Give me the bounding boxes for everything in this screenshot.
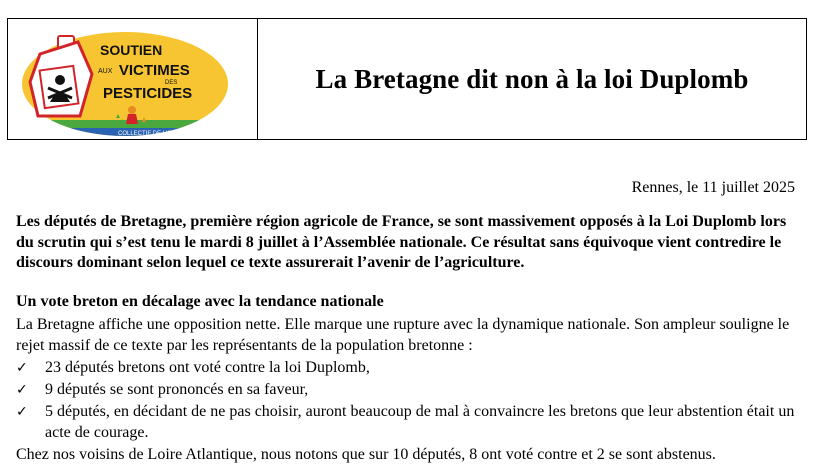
bullet-text: 9 députés se sont prononcés en sa faveur, xyxy=(45,381,309,398)
list-item xyxy=(16,380,806,401)
logo-line2-big: VICTIMES xyxy=(118,62,190,79)
section-title: Un vote breton en décalage avec la tendance nationale xyxy=(16,293,384,310)
logo-line2-small: AUX xyxy=(98,68,113,75)
list-item xyxy=(16,358,806,379)
list-item xyxy=(16,402,806,443)
logo-line1: SOUTIEN xyxy=(100,42,163,58)
bullet-text: 5 députés, en décidant de ne pas choisir, auront beaucoup de mal à convaincre les bretons que leur abstention était un acte de courage. xyxy=(45,403,795,441)
header-table xyxy=(7,18,807,140)
logo-collective: COLLECTIF DE L'OUEST xyxy=(118,131,188,136)
intro-paragraph: Les députés de Bretagne, première région agricole de France, se sont massivement opposés à la Loi Duplomb lors du scrutin qui s’est tenu le mardi 8 juillet à l’Assemblée nationale. Ce résultat sans équivoque vient contredire le discours dominant selon lequel ce texte assurerait l’avenir de l’agriculture. xyxy=(16,213,787,271)
logo-line3-small: DES xyxy=(165,80,178,86)
section-paragraph: La Bretagne affiche une opposition nette. Elle marque une rupture avec la dynamique nationale. Son ampleur souligne le rejet massif de ce texte par les représentants de la population bretonne : xyxy=(16,316,790,354)
svg-text:AUX VICTIMES xyxy=(98,60,190,79)
vote-bullet-list xyxy=(16,358,806,445)
title-cell xyxy=(258,19,806,139)
loire-atlantique-paragraph: Chez nos voisins de Loire Atlantique, nous notons que sur 10 députés, 8 ont voté contre et 2 se sont abstenus. xyxy=(16,446,716,463)
check-icon: ✓ xyxy=(16,360,28,376)
collective-logo xyxy=(20,24,230,136)
check-icon: ✓ xyxy=(16,404,28,420)
logo-line4: PESTICIDES xyxy=(103,85,193,102)
date-line: Rennes, le 11 juillet 2025 xyxy=(631,179,795,196)
bullet-text: 23 députés bretons ont voté contre la loi Duplomb, xyxy=(45,359,370,376)
check-icon: ✓ xyxy=(16,382,28,398)
page-title: La Bretagne dit non à la loi Duplomb xyxy=(315,63,749,94)
logo-cell xyxy=(8,19,258,139)
